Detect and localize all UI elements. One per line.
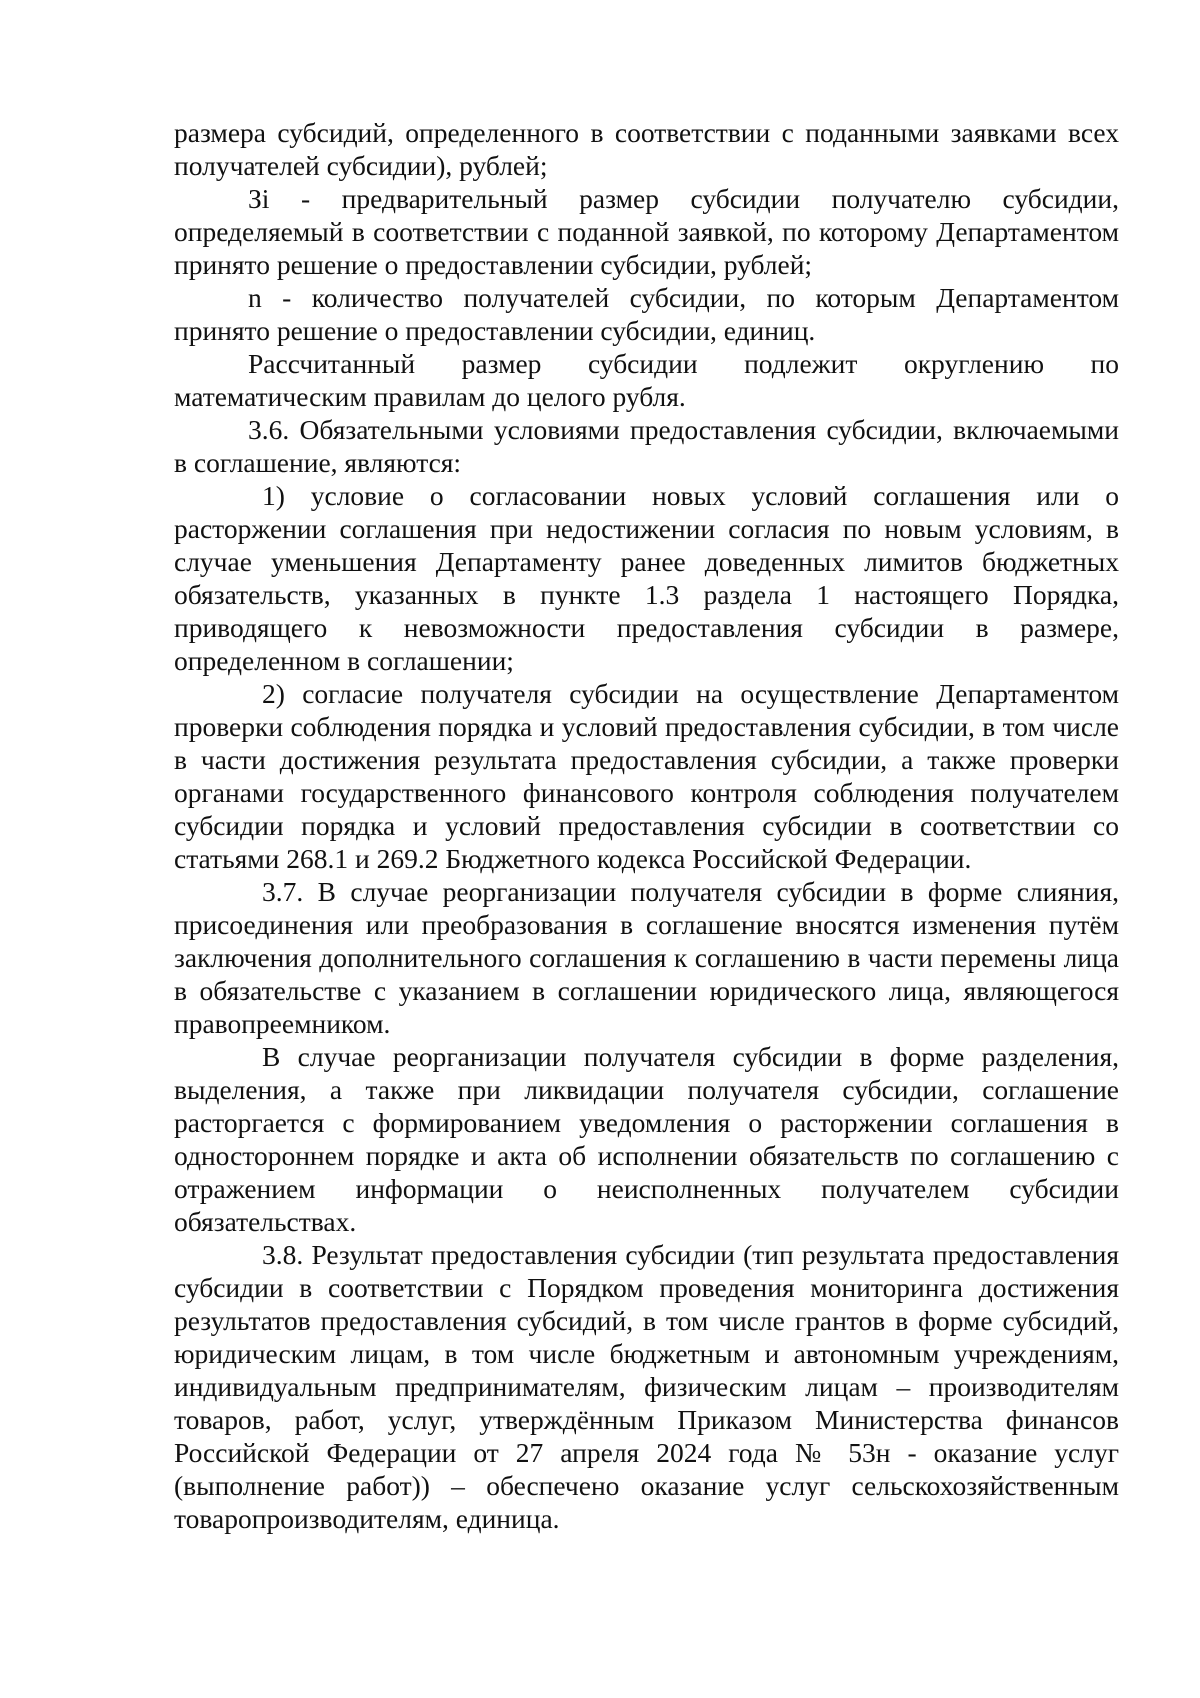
paragraph-zi-definition: Зi - предварительный размер субсидии получателю субсидии, определяемый в соответствии с поданной заявкой, по которому Департаментом принято решение о предоставлении субсидии, рублей;: [174, 183, 1119, 280]
document-page: [174, 116, 1119, 1535]
paragraph-n-definition: n - количество получателей субсидии, по которым Департаментом принято решение о предоставлении субсидии, единиц.: [174, 282, 1119, 346]
paragraph-continuation: размера субсидий, определенного в соответствии с поданными заявками всех получателей субсидии), рублей;: [174, 117, 1119, 181]
paragraph-clause-3-6: 3.6. Обязательными условиями предоставления субсидии, включаемыми в соглашение, являются:: [174, 414, 1119, 478]
paragraph-clause-3-7: 3.7. В случае реорганизации получателя субсидии в форме слияния, присоединения или преобразования в соглашение вносятся изменения путём заключения дополнительного соглашения к соглашению в части перемены лица в обязательстве с указанием в соглашении юридического лица, являющегося правопреемником.: [174, 876, 1119, 1039]
paragraph-clause-3-8: 3.8. Результат предоставления субсидии (тип результата предоставления субсидии в соответствии с Порядком проведения мониторинга достижения результатов предоставления субсидий, в том числе грантов в форме субсидий, юридическим лицам, в том числе бюджетным и автономным учреждениям, индивидуальным предпринимателям, физическим лицам – производителям товаров, работ, услуг, утверждённым Приказом Министерства финансов Российской Федерации от 27 апреля 2024 года № 53н - оказание услуг (выполнение работ)) – обеспечено оказание услуг сельскохозяйственным товаропроизводителям, единица.: [174, 1239, 1119, 1534]
paragraph-clause-3-7-continued: В случае реорганизации получателя субсидии в форме разделения, выделения, а также при ликвидации получателя субсидии, соглашение расторгается с формированием уведомления о расторжении соглашения в одностороннем порядке и акта об исполнении обязательств по соглашению с отражением информации о неисполненных получателем субсидии обязательствах.: [174, 1041, 1119, 1237]
paragraph-clause-3-6-item-1: 1) условие о согласовании новых условий соглашения или о расторжении соглашения при недостижении согласия по новым условиям, в случае уменьшения Департаменту ранее доведенных лимитов бюджетных обязательств, указанных в пункте 1.3 раздела 1 настоящего Порядка, приводящего к невозможности предоставления субсидии в размере, определенном в соглашении;: [174, 480, 1119, 676]
paragraph-clause-3-6-item-2: 2) согласие получателя субсидии на осуществление Департаментом проверки соблюдения порядка и условий предоставления субсидии, в том числе в части достижения результата предоставления субсидии, а также проверки органами государственного финансового контроля соблюдения получателем субсидии порядка и условий предоставления субсидии в соответствии со статьями 268.1 и 269.2 Бюджетного кодекса Российской Федерации.: [174, 678, 1119, 874]
paragraph-rounding-rule: Рассчитанный размер субсидии подлежит округлению по математическим правилам до целого рубля.: [174, 348, 1119, 412]
